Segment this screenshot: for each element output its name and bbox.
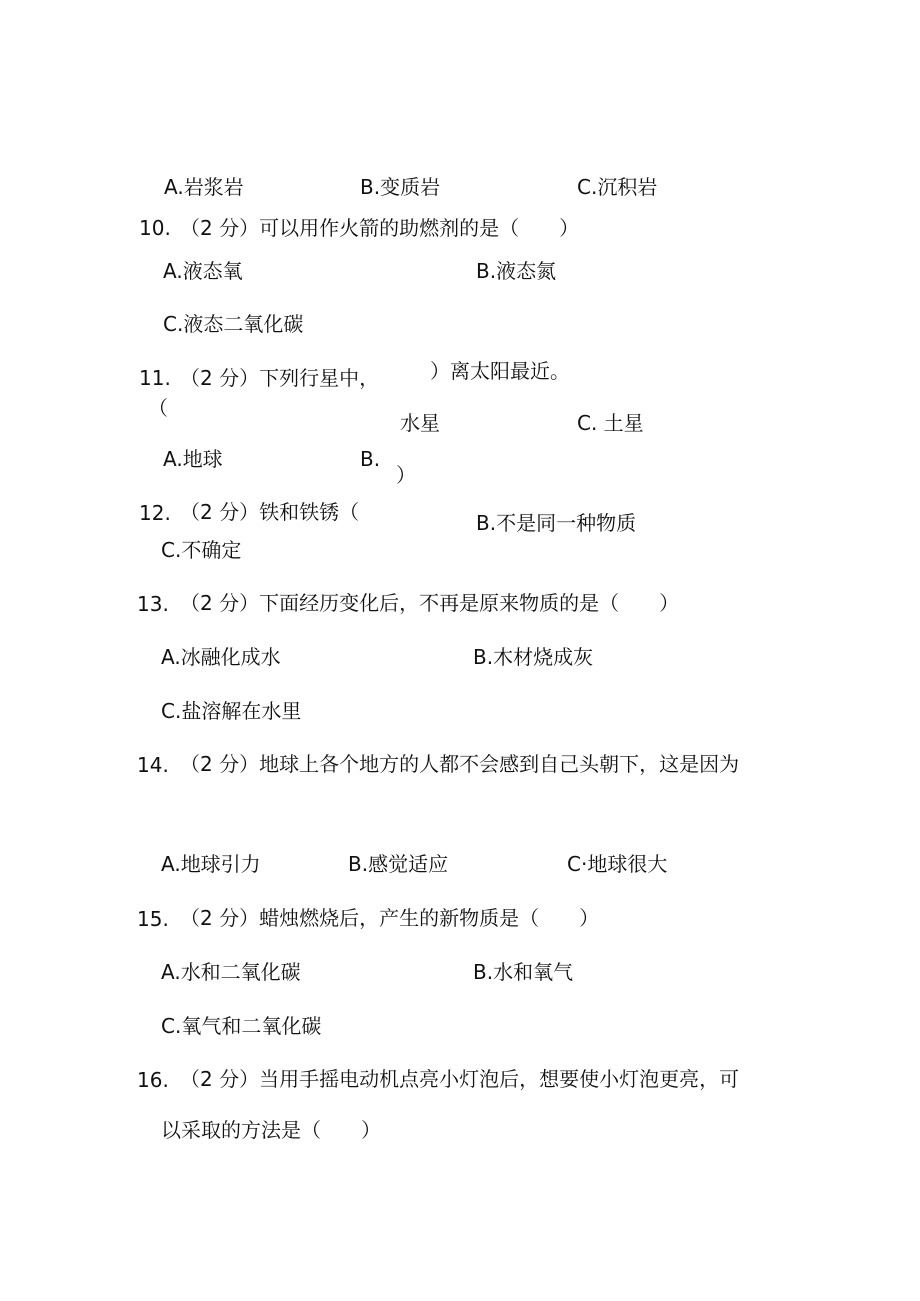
q9-option-b: B.变质岩 xyxy=(360,175,441,199)
q14-option-b: B.感觉适应 xyxy=(348,852,449,876)
q11-number: 11. xyxy=(139,366,171,390)
q14-option-c: C·地球很大 xyxy=(567,852,668,876)
q13-option-c: C.盐溶解在水里 xyxy=(161,699,302,723)
q14-number: 14. xyxy=(137,753,169,777)
q11-option-b-text: 水星 xyxy=(400,411,440,435)
q13-option-b: B.木材烧成灰 xyxy=(473,645,594,669)
q11-open-paren: （ xyxy=(148,396,168,420)
q12-option-b: B.不是同一种物质 xyxy=(476,511,637,535)
q10-stem: （2 分）可以用作火箭的助燃剂的是（ ） xyxy=(180,216,580,240)
q11-stem-tail: ）离太阳最近。 xyxy=(430,359,570,383)
q12-option-b-clipped xyxy=(476,508,656,535)
q11-option-b-label: B. xyxy=(360,447,381,471)
q13-option-a: A.冰融化成水 xyxy=(161,645,281,669)
q14-option-a: A.地球引力 xyxy=(161,852,261,876)
q11-stem: （2 分）下列行星中， xyxy=(180,366,380,390)
q16-stem-line2: 以采取的方法是（ ） xyxy=(161,1118,381,1142)
q15-stem: （2 分）蜡烛燃烧后，产生的新物质是（ ） xyxy=(180,906,600,930)
q12-option-c: C.不确定 xyxy=(161,538,242,562)
q10-option-c: C.液态二氧化碳 xyxy=(163,312,304,336)
q15-option-c: C.氧气和二氧化碳 xyxy=(161,1014,322,1038)
q9-option-c: C.沉积岩 xyxy=(577,175,658,199)
q10-option-a: A.液态氧 xyxy=(163,259,243,283)
q9-option-a: A.岩浆岩 xyxy=(164,175,244,199)
q16-number: 16. xyxy=(137,1068,169,1092)
q10-option-b: B.液态氮 xyxy=(476,259,557,283)
q10-number: 10. xyxy=(139,216,171,240)
q12-number: 12. xyxy=(139,501,171,525)
q15-number: 15. xyxy=(137,907,169,931)
q14-stem: （2 分）地球上各个地方的人都不会感到自己头朝下，这是因为 xyxy=(180,752,740,776)
q13-stem: （2 分）下面经历变化后，不再是原来物质的是（ ） xyxy=(180,591,680,615)
q11-close-paren: ） xyxy=(396,463,416,487)
q12-stem: （2 分）铁和铁锈（ xyxy=(180,500,360,524)
q15-option-b: B.水和氧气 xyxy=(473,960,574,984)
q11-option-c: C. 土星 xyxy=(577,411,644,435)
q11-option-a: A.地球 xyxy=(163,447,223,471)
q15-option-a: A.水和二氧化碳 xyxy=(161,960,301,984)
q16-stem-line1: （2 分）当用手摇电动机点亮小灯泡后，想要使小灯泡更亮，可 xyxy=(180,1067,740,1091)
q13-number: 13. xyxy=(137,592,169,616)
